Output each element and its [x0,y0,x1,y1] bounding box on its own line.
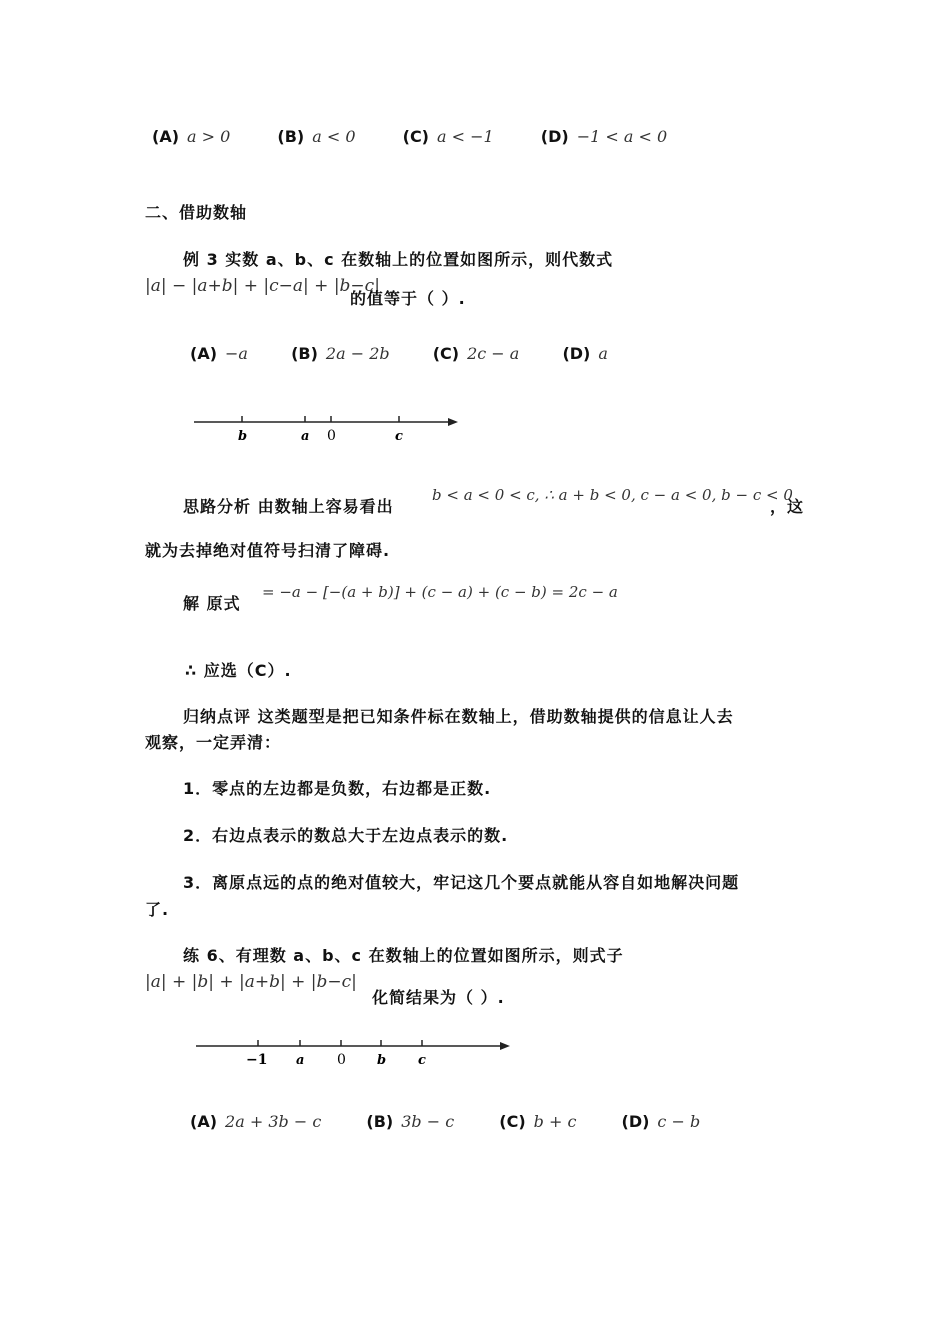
ex6-axis-label-c: c [418,1053,426,1068]
prev-option-a: (A) a > 0 [152,127,231,146]
ex3-axis-label-a: a [301,429,310,444]
exercise-6-question-tail: 化简结果为（ ）. [372,988,505,1007]
summary-point-1: 1．零点的左边都是负数，右边都是正数. [183,779,492,798]
ex6-axis-label-b: b [377,1053,387,1068]
ex6-option-c: (C) b + c [499,1112,577,1131]
analysis-tail: ，这 [770,497,805,516]
solution-math: = −a − [−(a + b)] + (c − a) + (c − b) = 2c − a [262,583,618,601]
analysis-math: b < a < 0 < c, ∴ a + b < 0, c − a < 0, b − c < 0 [432,486,793,504]
ex6-option-a: (A) 2a + 3b − c [190,1112,322,1131]
ex3-option-a: (A) −a [190,344,248,363]
example-3-options [190,344,608,363]
summary-point-3: 3．离原点远的点的绝对值较大，牢记这几个要点就能从容自如地解决问题 [183,873,740,892]
ex3-axis-label-0: 0 [327,428,336,444]
analysis-label: 思路分析 由数轴上容易看出 [183,497,394,516]
ex3-option-d: (D) a [562,344,608,363]
ex3-option-b: (B) 2a − 2b [291,344,390,363]
ex6-axis-label-a: a [296,1053,305,1068]
ex6-axis-label-0: 0 [337,1052,346,1068]
ex6-option-b: (B) 3b − c [366,1112,455,1131]
prev-option-c: (C) a < −1 [402,127,494,146]
ex3-axis-label-c: c [395,429,403,444]
solution-label: 解 原式 [183,594,241,613]
ex6-axis-label-neg1: −1 [246,1052,268,1068]
exercise-6-title: 练 6、有理数 a、b、c 在数轴上的位置如图所示，则式子 [183,946,624,965]
prev-options [152,127,667,146]
answer-line: ∴ 应选（C）. [185,661,292,680]
number-line-ex6 [192,1034,522,1074]
summary-line-2: 观察，一定弄清： [145,733,282,752]
ex3-option-c: (C) 2c − a [432,344,520,363]
number-line-ex3 [190,410,470,450]
example-3-expression: |a| − |a+b| + |c−a| + |b−c| [145,276,380,296]
example-3-title: 例 3 实数 a、b、c 在数轴上的位置如图所示，则代数式 [183,250,614,269]
prev-option-d: (D) −1 < a < 0 [540,127,668,146]
ex6-option-d: (D) c − b [621,1112,701,1131]
ex3-axis-label-b: b [238,429,248,444]
section-title: 二、借助数轴 [145,203,248,222]
prev-option-b: (B) a < 0 [277,127,356,146]
summary-point-3-cont: 了. [145,900,170,919]
exercise-6-options [190,1112,700,1131]
analysis-line-2: 就为去掉绝对值符号扫清了障碍. [145,541,391,560]
exercise-6-expression: |a| + |b| + |a+b| + |b−c| [145,972,357,992]
summary-line-1: 归纳点评 这类题型是把已知条件标在数轴上，借助数轴提供的信息让人去 [183,707,734,726]
summary-point-2: 2．右边点表示的数总大于左边点表示的数. [183,826,509,845]
example-3-question-tail: 的值等于（ ）. [350,289,466,308]
